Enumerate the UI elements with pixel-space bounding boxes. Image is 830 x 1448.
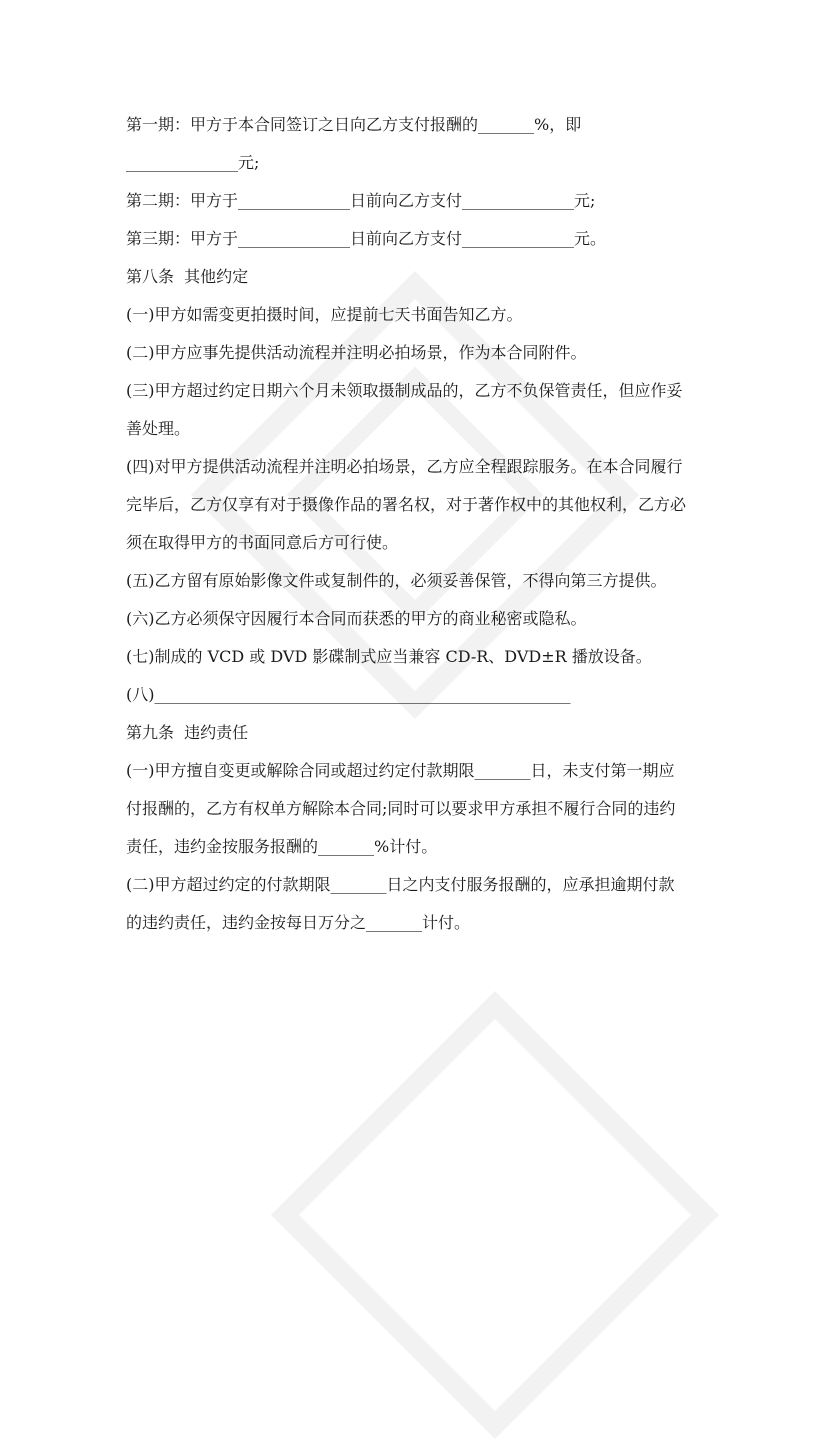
text-line: 付报酬的，乙方有权单方解除本合同;同时可以要求甲方承担不履行合同的违约 bbox=[126, 799, 676, 818]
text-line: (二)甲方应事先提供活动流程并注明必拍场景，作为本合同附件。 bbox=[126, 343, 587, 362]
text-line: (一)甲方擅自变更或解除合同或超过约定付款期限_______日，未支付第一期应 bbox=[126, 761, 675, 780]
text-line: 第二期：甲方于______________日前向乙方支付______________元; bbox=[126, 191, 596, 210]
text-line: 责任，违约金按服务报酬的_______%计付。 bbox=[126, 837, 438, 856]
text-line: 第一期：甲方于本合同签订之日向乙方支付报酬的_______%，即 bbox=[126, 115, 582, 134]
text-line: 须在取得甲方的书面同意后方可行使。 bbox=[126, 533, 399, 552]
text-line: (八)____________________________________________________ bbox=[126, 685, 571, 704]
text-line: 完毕后，乙方仅享有对于摄像作品的署名权，对于著作权中的其他权利，乙方必 bbox=[126, 495, 687, 514]
text-line: 第三期：甲方于______________日前向乙方支付______________元。 bbox=[126, 229, 607, 248]
text-line: (七)制成的 VCD 或 DVD 影碟制式应当兼容 CD-R、DVD±R 播放设备。 bbox=[126, 647, 652, 666]
contract-page bbox=[126, 106, 706, 942]
text-line: (二)甲方超过约定的付款期限_______日之内支付服务报酬的，应承担逾期付款 bbox=[126, 875, 675, 894]
text-line: (四)对甲方提供活动流程并注明必拍场景，乙方应全程跟踪服务。在本合同履行 bbox=[126, 457, 683, 476]
text-line: ______________元; bbox=[126, 153, 260, 172]
section-heading: 第八条 其他约定 bbox=[126, 267, 249, 286]
text-line: (一)甲方如需变更拍摄时间，应提前七天书面告知乙方。 bbox=[126, 305, 523, 324]
text-line: (五)乙方留有原始影像文件或复制件的，必须妥善保管，不得向第三方提供。 bbox=[126, 571, 667, 590]
watermark-icon bbox=[262, 982, 729, 1448]
text-line: 善处理。 bbox=[126, 419, 191, 438]
section-heading: 第九条 违约责任 bbox=[126, 723, 249, 742]
text-line: (三)甲方超过约定日期六个月未领取摄制成品的，乙方不负保管责任，但应作妥 bbox=[126, 381, 683, 400]
text-line: (六)乙方必须保守因履行本合同而获悉的甲方的商业秘密或隐私。 bbox=[126, 609, 587, 628]
text-line: 的违约责任，违约金按每日万分之_______计付。 bbox=[126, 913, 471, 932]
